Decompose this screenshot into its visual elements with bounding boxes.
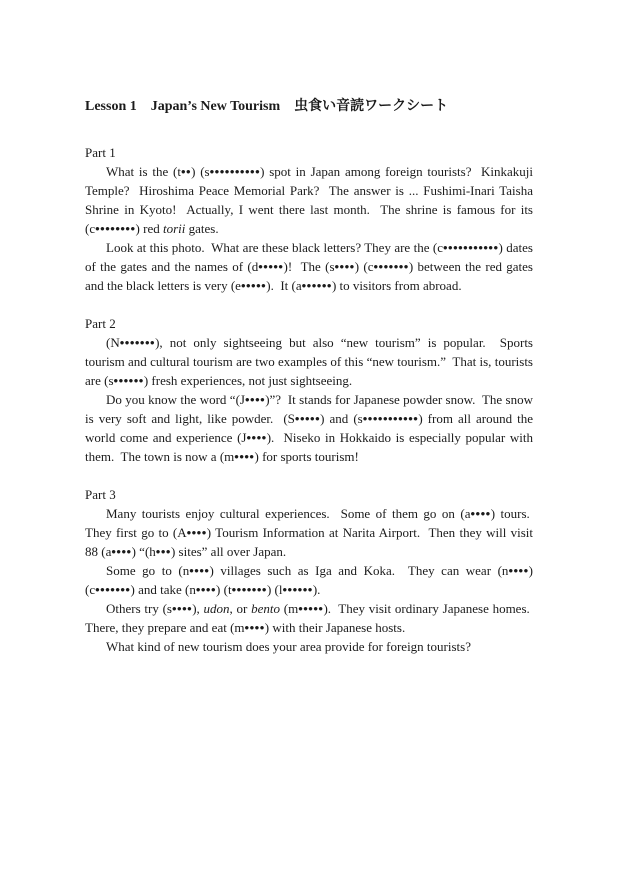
- blank-dots: ••••••••••: [209, 164, 261, 179]
- blank-dots: •••: [155, 544, 171, 559]
- paragraph: What kind of new tourism does your area provide for foreign tourists?: [106, 639, 471, 654]
- fill-in-blank: (A••••): [172, 525, 212, 540]
- paragraph: (N•••••••), not only sightseeing but also “new tourism” is popular. Sports tourism and cultural tourism are two examples of this “new tourism.” That is, tourists are (s••••••) fresh experiences, not just sightseeing.: [85, 335, 533, 388]
- blank-dots: •••••••: [373, 259, 409, 274]
- blank-dots: ••••: [234, 449, 255, 464]
- blank-dots: •••••••: [231, 582, 267, 597]
- fill-in-blank: (n••••): [184, 582, 221, 597]
- blank-dots: •••••••••••: [442, 240, 499, 255]
- blank-dots: •••••••••••: [362, 411, 419, 426]
- worksheet-body: [85, 143, 533, 656]
- fill-in-blank: (c••••••••): [85, 221, 140, 236]
- blank-dots: •••••••: [95, 582, 131, 597]
- blank-dots: ••••: [334, 259, 355, 274]
- fill-in-blank: (a••••): [101, 544, 136, 559]
- fill-in-blank: (s••••): [162, 601, 197, 616]
- fill-in-blank: (J••••): [237, 430, 272, 445]
- blank-dots: ••••: [189, 563, 210, 578]
- page-title: Lesson 1 Japan’s New Tourism 虫食い音読ワークシート: [85, 99, 449, 114]
- fill-in-blank: (m••••): [219, 449, 259, 464]
- fill-in-blank: (S•••••): [283, 411, 325, 426]
- blank-dots: ••••: [508, 563, 529, 578]
- fill-in-blank: (s••••••): [104, 373, 149, 388]
- fill-in-blank: (c•••••••): [85, 582, 135, 597]
- blank-dots: ••••: [195, 582, 217, 597]
- blank-dots: ••••: [111, 544, 132, 559]
- paragraph: Look at this photo. What are these black letters? They are the (c•••••••••••) dates of the gates and the names of (d•••••)! The (s••••) (c•••••••) between the red gates and the black letters is very (e•••••). It (a••••••) to visitors from abroad.: [85, 240, 533, 293]
- fill-in-blank: (s••••): [325, 259, 360, 274]
- fill-in-blank: (a••••): [460, 506, 496, 521]
- blank-dots: ••••••: [282, 582, 313, 597]
- italic-term: bento: [251, 601, 280, 616]
- fill-in-blank: (m•••••): [283, 601, 328, 616]
- blank-dots: ••••: [244, 392, 266, 407]
- fill-in-blank: (m••••): [230, 620, 270, 635]
- blank-dots: ••••••••: [95, 221, 136, 236]
- blank-dots: ••••: [186, 525, 207, 540]
- fill-in-blank: (t•••••••): [223, 582, 272, 597]
- fill-in-blank: (d•••••): [247, 259, 288, 274]
- paragraph: Some go to (n••••) villages such as Iga and Koka. They can wear (n••••) (c•••••••) and take (n••••) (t•••••••) (l••••••).: [85, 563, 533, 597]
- fill-in-blank: (s••••••••••): [200, 164, 265, 179]
- paragraph: Many tourists enjoy cultural experiences. Some of them go on (a••••) tours. They first go to (A••••) Tourism Information at Narita Airport. Then they will visit 88 (a••••) “(h•••) sites” all over Japan.: [85, 506, 534, 559]
- italic-term: torii: [162, 221, 186, 236]
- italic-term: udon: [203, 601, 230, 616]
- fill-in-blank: (a••••••): [291, 278, 337, 293]
- blank-dots: •••••: [240, 278, 267, 293]
- blank-dots: ••••: [171, 601, 193, 616]
- paragraph: Do you know the word “(J••••)”? It stands for Japanese powder snow. The snow is very soft and light, like powder. (S•••••) and (s•••••••••••) from all around the world come and experience (J••••). Niseko in Hokkaido is especially popular with them. The town is now a (m••••) for sports tourism!: [85, 392, 534, 464]
- fill-in-blank: (l••••••): [274, 582, 318, 597]
- part-heading: Part 2: [85, 316, 116, 331]
- blank-dots: ••••: [244, 620, 265, 635]
- part-heading: Part 3: [85, 487, 116, 502]
- blank-dots: ••••••: [301, 278, 332, 293]
- fill-in-blank: (h•••): [144, 544, 176, 559]
- blank-dots: ••••: [246, 430, 267, 445]
- blank-dots: •••••••: [119, 335, 156, 350]
- blank-dots: ••••: [470, 506, 491, 521]
- blank-dots: ••: [180, 164, 192, 179]
- fill-in-blank: (n••••): [178, 563, 214, 578]
- fill-in-blank: (c•••••••): [363, 259, 414, 274]
- fill-in-blank: (e•••••): [230, 278, 271, 293]
- blank-dots: •••••: [294, 411, 321, 426]
- part-heading: Part 1: [85, 145, 116, 160]
- paragraph: Others try (s••••), udon, or bento (m•••••). They visit ordinary Japanese homes. There, they prepare and eat (m••••) with their Japanese hosts.: [85, 601, 534, 635]
- fill-in-blank: (c•••••••••••): [432, 240, 503, 255]
- blank-dots: ••••••: [113, 373, 144, 388]
- paragraph: What is the (t••) (s••••••••••) spot in Japan among foreign tourists? Kinkakuji Temple? Hiroshima Peace Memorial Park? The answer is ... Fushimi-Inari Taisha Shrine in Kyoto! Actually, I went there last month. The shrine is famous for its (c••••••••) red torii gates.: [85, 164, 533, 236]
- fill-in-blank: (n••••): [497, 563, 533, 578]
- blank-dots: •••••: [258, 259, 284, 274]
- blank-dots: •••••: [298, 601, 324, 616]
- fill-in-blank: (J••••): [235, 392, 270, 407]
- fill-in-blank: (s•••••••••••): [353, 411, 423, 426]
- fill-in-blank: (t••): [173, 164, 196, 179]
- fill-in-blank: (N•••••••): [106, 335, 160, 350]
